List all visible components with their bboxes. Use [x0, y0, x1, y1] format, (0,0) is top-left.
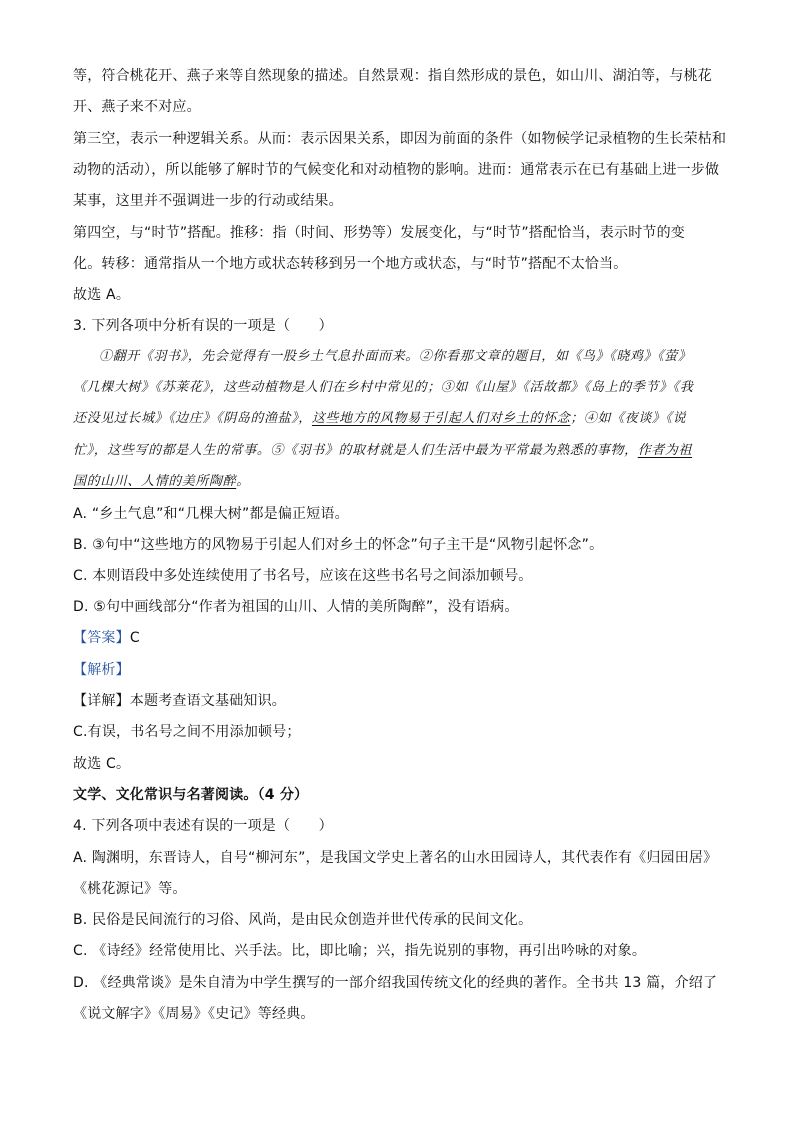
option-b: B. ③句中“这些地方的风物易于引起人们对乡土的怀念”句子主干是“风物引起怀念”。: [73, 537, 604, 553]
text-line: 等，符合桃花开、燕子来等自然现象的描述。自然景观：指自然形成的景色，如山川、湖泊等，与桃花: [73, 68, 712, 84]
text-line: 第三空，表示一种逻辑关系。从而：表示因果关系，即因为前面的条件（如物候学记录植物的生长荣枯和: [73, 131, 727, 147]
underlined-sentence: 这些地方的风物易于引起人们对乡土的怀念: [311, 411, 571, 426]
answer-tag: 【答案】: [73, 630, 130, 646]
option-d: D. 《经典常谈》是朱自清为中学生撰写的一部介绍我国传统文化的经典的著作。全书共 13 篇，介绍了: [73, 975, 718, 991]
question-3-stem: 3. 下列各项中分析有误的一项是（ ）: [73, 318, 333, 334]
text-line: 故选 C。: [73, 756, 131, 772]
passage-text: 忙》，这些写的都是人生的常事。⑤《羽书》的取材就是人们生活中最为平常最为熟悉的事物，: [73, 443, 638, 458]
passage-line: 《几棵大树》《苏莱花》，这些动植物是人们在乡村中常见的；③如《山屋》《活故都》《岛上的季节》《我: [73, 380, 694, 395]
text-line: C.有误，书名号之间不用添加顿号；: [73, 724, 301, 740]
option-c: C. 本则语段中多处连续使用了书名号，应该在这些书名号之间添加顿号。: [73, 568, 533, 584]
passage-line: [73, 441, 692, 461]
question-4-stem: 4. 下列各项中表述有误的一项是（ ）: [73, 818, 333, 834]
text-line: 化。转移：通常指从一个地方或状态转移到另一个地方或状态，与“时节”搭配不太恰当。: [73, 256, 628, 272]
option-b: B. 民俗是民间流行的习俗、风尚，是由民众创造并世代传承的民间文化。: [73, 912, 533, 928]
underlined-sentence: 作者为祖: [637, 443, 693, 458]
underlined-sentence: 国的山川、人情的美所陶醉: [73, 474, 237, 489]
option-a: A. 陶渊明，东晋诗人，自号“柳河东”，是我国文学史上著名的山水田园诗人，其代表作有《归园田居》: [73, 850, 718, 866]
passage-text: ；④如《夜谈》《说: [570, 411, 687, 426]
passage-line: ①翻开《羽书》，先会觉得有一股乡土气息扑面而来。②你看那文章的题目，如《鸟》《晓鸡》《萤》: [99, 349, 692, 364]
passage-line: [73, 472, 250, 492]
section-heading: 文学、文化常识与名著阅读。（4 分）: [73, 787, 309, 803]
option-c: C. 《诗经》经常使用比、兴手法。比，即比喻；兴，指先说别的事物，再引出吟咏的对象。: [73, 943, 647, 959]
passage-text: 。: [236, 474, 250, 489]
analysis-tag: 【解析】: [73, 662, 130, 678]
option-a-continued: 《桃花源记》等。: [73, 881, 187, 897]
passage-line: [73, 409, 686, 429]
text-line: 故选 A。: [73, 287, 131, 303]
answer-value: C: [129, 630, 140, 646]
text-line: 某事，这里并不强调进一步的行动或结果。: [73, 193, 343, 209]
text-line: 动物的活动），所以能够了解时节的气候变化和对动植物的影响。进而：通常表示在已有基础上进一步做: [73, 162, 720, 178]
option-d-continued: 《说文解字》《周易》《史记》等经典。: [73, 1006, 315, 1022]
answer-line: [73, 628, 140, 648]
detail-line: 【详解】本题考查语文基础知识。: [73, 693, 286, 709]
passage-text: 还没见过长城》《边庄》《阴岛的渔盐》，: [73, 411, 312, 426]
text-line: 开、燕子来不对应。: [73, 99, 201, 115]
option-d: D. ⑤句中画线部分“作者为祖国的山川、人情的美所陶醉”，没有语病。: [73, 599, 519, 615]
option-a: A. “乡土气息”和“几棵大树”都是偏正短语。: [73, 506, 349, 522]
text-line: 第四空，与“时节”搭配。推移：指（时间、形势等）发展变化，与“时节”搭配恰当，表示时节的变: [73, 225, 686, 241]
